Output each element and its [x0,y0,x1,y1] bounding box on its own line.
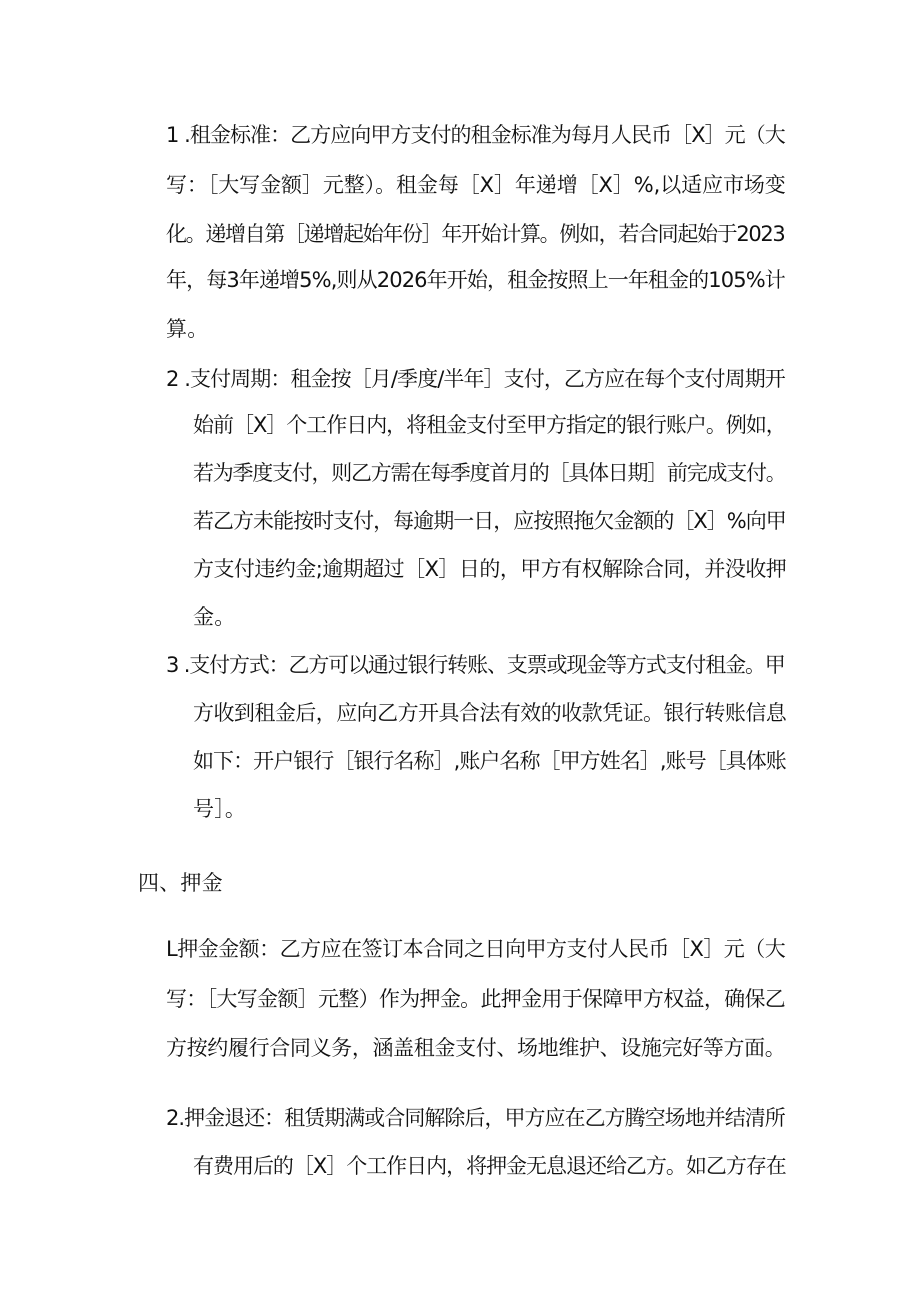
text-line: 写：［大写金额］元整）作为押金。此押金用于保障甲方权益，确保乙 [166,987,786,1011]
text-line: 号］。 [193,797,247,821]
text-line: 年，每3年递增5%,则从2026年开始，租金按照上一年租金的105%计 [166,268,785,292]
text-line: L押金金额：乙方应在签订本合同之日向甲方支付人民币［X］元（大 [166,937,786,961]
text-line: 3 .支付方式：乙方可以通过银行转账、支票或现金等方式支付租金。甲 [166,653,785,677]
section-heading-deposit: 四、押金 [138,871,223,895]
text-line: 1 .租金标准：乙方应向甲方支付的租金标准为每月人民币［X］元（大 [166,123,785,147]
text-line: 方支付违约金;逾期超过［X］日的，甲方有权解除合同，并没收押 [193,557,787,581]
text-line: 算。 [166,317,209,341]
text-line: 方收到租金后，应向乙方开具合法有效的收款凭证。银行转账信息 [193,701,787,725]
text-line: 有费用后的［X］个工作日内，将押金无息退还给乙方。如乙方存在 [193,1154,786,1178]
text-line: 若为季度支付，则乙方需在每季度首月的［具体日期］前完成支付。 [193,461,786,485]
text-line: 写：［大写金额］元整）。租金每［X］年递增［X］%,以适应市场变 [166,173,786,197]
text-line: 2 .支付周期：租金按［月/季度/半年］支付，乙方应在每个支付周期开 [166,367,785,391]
text-line: 方按约履行合同义务，涵盖租金支付、场地维护、设施完好等方面。 [166,1036,786,1060]
text-line: 化。递增自第［递增起始年份］年开始计算。例如，若合同起始于2023 [166,222,785,246]
text-line: 始前［X］个工作日内，将租金支付至甲方指定的银行账户。例如， [193,413,786,437]
text-line: 金。 [193,605,236,629]
text-line: 若乙方未能按时支付，每逾期一日，应按照拖欠金额的［X］%向甲 [193,509,786,533]
text-line: 如下：开户银行［银行名称］,账户名称［甲方姓名］,账号［具体账 [193,749,786,773]
text-line: 2.押金退还：租赁期满或合同解除后，甲方应在乙方腾空场地并结清所 [166,1106,785,1130]
